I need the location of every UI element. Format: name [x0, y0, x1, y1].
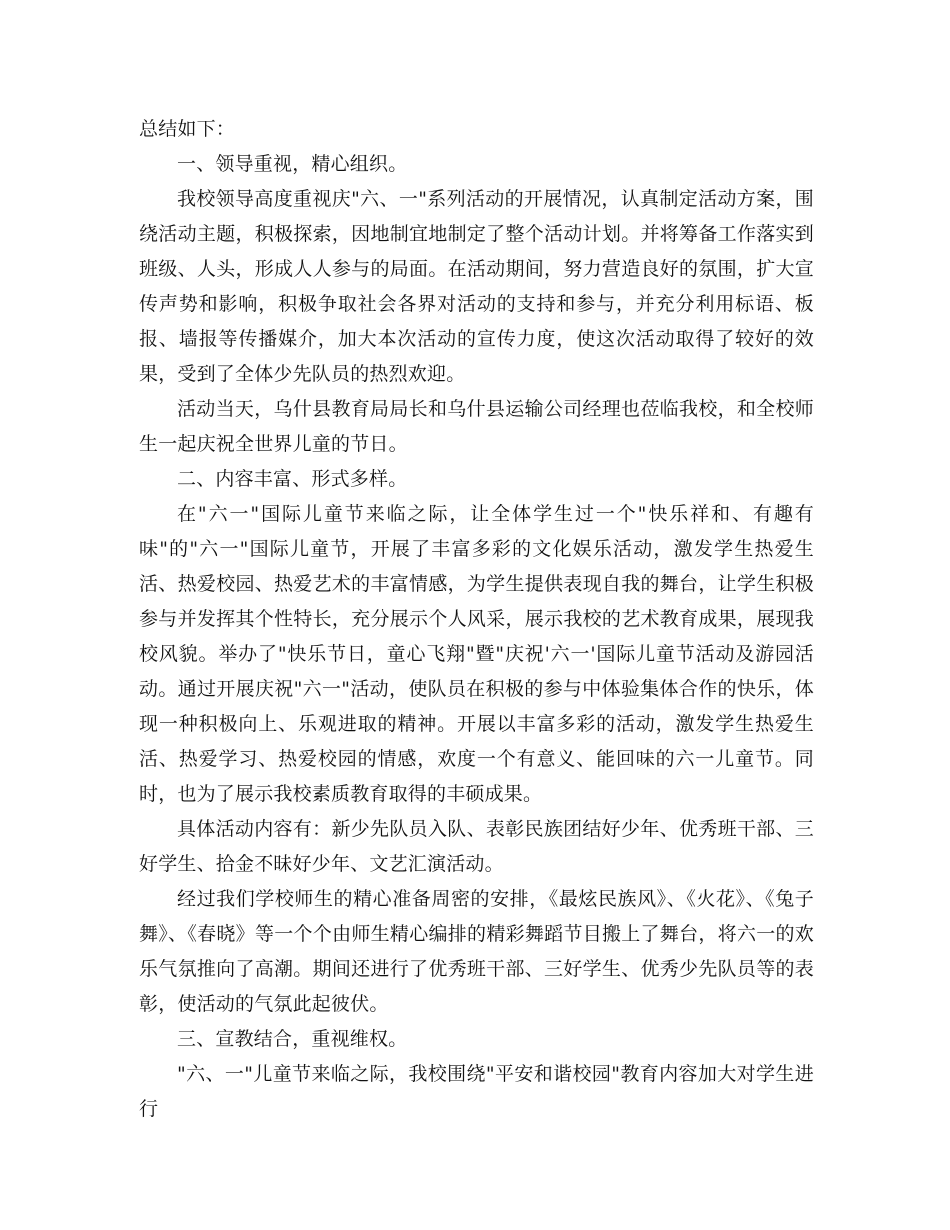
- section-heading-3: 三、宣教结合，重视维权。: [177, 1028, 408, 1050]
- paragraph-safety-education: "六、一"儿童节来临之际，我校围绕"平安和谐校园"教育内容加大对学生进行: [139, 1063, 814, 1120]
- summary-intro: 总结如下：: [139, 118, 236, 140]
- paragraph-activity-day: 活动当天，乌什县教育局局长和乌什县运输公司经理也莅临我校，和全校师生一起庆祝全世界儿童的节日。: [139, 398, 814, 455]
- paragraph-performances: 经过我们学校师生的精心准备周密的安排，《最炫民族风》、《火花》、《兔子舞》、《春晓》等一个个由师生精心编排的精彩舞蹈节目搬上了舞台，将六一的欢乐气氛推向了高潮。期间还进行了优秀班干部、三好学生、优秀少先队员等的表彰，使活动的气氛此起彼伏。: [139, 888, 814, 1015]
- section-heading-1: 一、领导重视，精心组织。: [177, 153, 408, 175]
- paragraph-leadership: 我校领导高度重视庆"六、一"系列活动的开展情况，认真制定活动方案，围绕活动主题，积极探索，因地制宜地制定了整个活动计划。并将筹备工作落实到班级、人头，形成人人参与的局面。在活动期间，努力营造良好的氛围，扩大宣传声势和影响，积极争取社会各界对活动的支持和参与，并充分利用标语、板报、墙报等传播媒介，加大本次活动的宣传力度，使这次活动取得了较好的效果，受到了全体少先队员的热烈欢迎。: [139, 188, 814, 385]
- document-body: [139, 112, 814, 1127]
- section-heading-2: 二、内容丰富、形式多样。: [177, 468, 408, 490]
- paragraph-activity-list: 具体活动内容有：新少先队员入队、表彰民族团结好少年、优秀班干部、三好学生、拾金不昧好少年、文艺汇演活动。: [139, 818, 814, 875]
- paragraph-content-forms: 在"六一"国际儿童节来临之际，让全体学生过一个"快乐祥和、有趣有味"的"六一"国际儿童节，开展了丰富多彩的文化娱乐活动，激发学生热爱生活、热爱校园、热爱艺术的丰富情感，为学生提供表现自我的舞台，让学生积极参与并发挥其个性特长，充分展示个人风采，展示我校的艺术教育成果，展现我校风貌。举办了"快乐节日，童心飞翔"暨"庆祝'六一'国际儿童节活动及游园活动。通过开展庆祝"六一"活动，使队员在积极的参与中体验集体合作的快乐，体现一种积极向上、乐观进取的精神。开展以丰富多彩的活动，激发学生热爱生活、热爱学习、热爱校园的情感，欢度一个有意义、能回味的六一儿童节。同时，也为了展示我校素质教育取得的丰硕成果。: [139, 503, 814, 805]
